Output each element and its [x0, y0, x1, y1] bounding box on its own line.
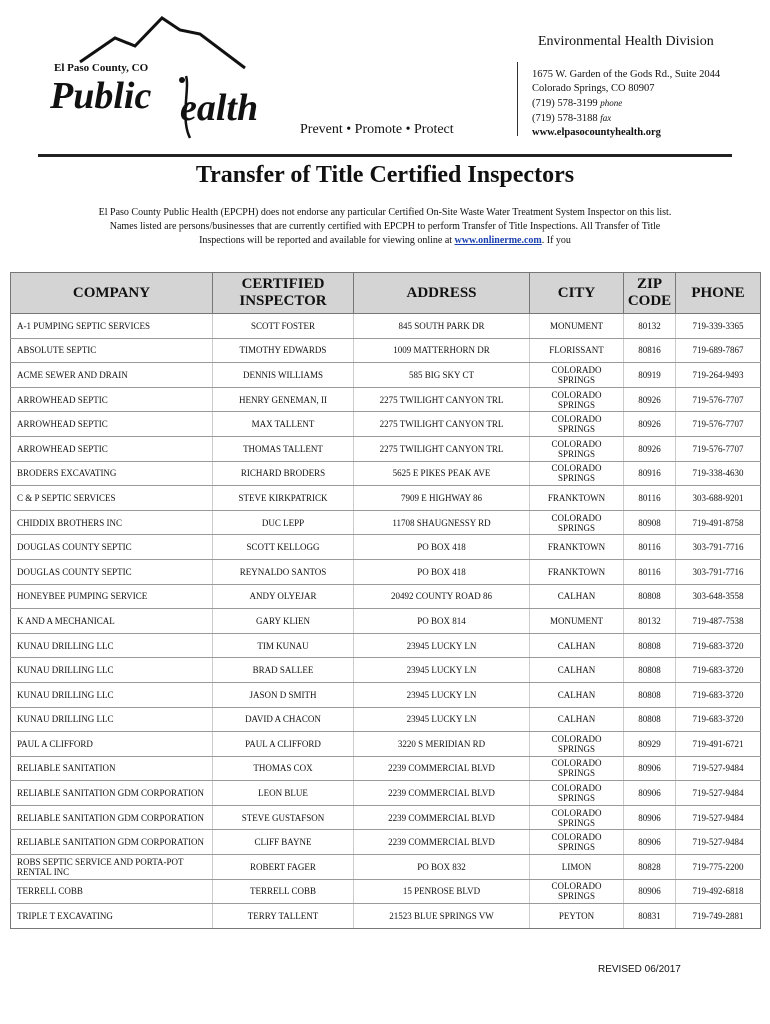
- cell-company: BRODERS EXCAVATING: [11, 461, 213, 486]
- cell-address: PO BOX 814: [354, 609, 530, 634]
- table-row: [11, 830, 761, 855]
- cell-city: COLORADO SPRINGS: [530, 805, 624, 830]
- table-row: [11, 436, 761, 461]
- cell-city: COLORADO SPRINGS: [530, 756, 624, 781]
- table-row: [11, 461, 761, 486]
- table-row: [11, 658, 761, 683]
- cell-zip-code: 80926: [624, 436, 676, 461]
- table-row: [11, 633, 761, 658]
- cell-zip-code: 80906: [624, 805, 676, 830]
- cell-city: FRANKTOWN: [530, 559, 624, 584]
- cell-company: KUNAU DRILLING LLC: [11, 658, 213, 683]
- cell-zip-code: 80808: [624, 707, 676, 732]
- cell-certified-inspector: DUC LEPP: [213, 510, 354, 535]
- page-title: Transfer of Title Certified Inspectors: [195, 162, 575, 188]
- cell-address: 2275 TWILIGHT CANYON TRL: [354, 436, 530, 461]
- cell-city: COLORADO SPRINGS: [530, 387, 624, 412]
- cell-certified-inspector: TERRELL COBB: [213, 879, 354, 904]
- cell-city: COLORADO SPRINGS: [530, 412, 624, 437]
- cell-phone: 303-688-9201: [676, 486, 761, 511]
- column-header-zip-code: ZIP CODE: [624, 273, 676, 314]
- cell-certified-inspector: DAVID A CHACON: [213, 707, 354, 732]
- cell-city: PEYTON: [530, 904, 624, 929]
- cell-company: CHIDDIX BROTHERS INC: [11, 510, 213, 535]
- cell-zip-code: 80808: [624, 584, 676, 609]
- division-name: Environmental Health Division: [538, 34, 714, 49]
- cell-company: DOUGLAS COUNTY SEPTIC: [11, 535, 213, 560]
- table-row: [11, 756, 761, 781]
- cell-certified-inspector: GARY KLIEN: [213, 609, 354, 634]
- cell-address: 15 PENROSE BLVD: [354, 879, 530, 904]
- cell-company: C & P SEPTIC SERVICES: [11, 486, 213, 511]
- cell-zip-code: 80929: [624, 732, 676, 757]
- cell-zip-code: 80808: [624, 682, 676, 707]
- table-row: [11, 805, 761, 830]
- cell-zip-code: 80906: [624, 879, 676, 904]
- table-header-row: [11, 273, 761, 314]
- table-row: [11, 363, 761, 388]
- table-row: [11, 879, 761, 904]
- cell-certified-inspector: SCOTT FOSTER: [213, 314, 354, 339]
- cell-phone: 719-527-9484: [676, 756, 761, 781]
- cell-address: 845 SOUTH PARK DR: [354, 314, 530, 339]
- cell-certified-inspector: STEVE KIRKPATRICK: [213, 486, 354, 511]
- cell-company: DOUGLAS COUNTY SEPTIC: [11, 559, 213, 584]
- cell-zip-code: 80132: [624, 609, 676, 634]
- column-header-address: ADDRESS: [354, 273, 530, 314]
- cell-company: TRIPLE T EXCAVATING: [11, 904, 213, 929]
- cell-company: ACME SEWER AND DRAIN: [11, 363, 213, 388]
- cell-phone: 719-576-7707: [676, 412, 761, 437]
- cell-phone: 719-527-9484: [676, 805, 761, 830]
- cell-address: 585 BIG SKY CT: [354, 363, 530, 388]
- cell-certified-inspector: RICHARD BRODERS: [213, 461, 354, 486]
- cell-certified-inspector: DENNIS WILLIAMS: [213, 363, 354, 388]
- cell-address: 23945 LUCKY LN: [354, 658, 530, 683]
- cell-zip-code: 80116: [624, 559, 676, 584]
- cell-address: 23945 LUCKY LN: [354, 707, 530, 732]
- cell-address: 11708 SHAUGNESSY RD: [354, 510, 530, 535]
- table-row: [11, 904, 761, 929]
- table-row: [11, 584, 761, 609]
- cell-phone: 719-527-9484: [676, 781, 761, 806]
- cell-city: CALHAN: [530, 707, 624, 732]
- inspectors-table: [10, 272, 761, 929]
- cell-company: HONEYBEE PUMPING SERVICE: [11, 584, 213, 609]
- cell-address: 7909 E HIGHWAY 86: [354, 486, 530, 511]
- table-row: [11, 682, 761, 707]
- fax-number: (719) 578-3188: [532, 113, 598, 124]
- county-name: El Paso County, CO: [54, 62, 149, 74]
- address-line2: Colorado Springs, CO 80907: [532, 83, 655, 94]
- table-row: [11, 707, 761, 732]
- cell-address: 23945 LUCKY LN: [354, 633, 530, 658]
- cell-phone: 719-338-4630: [676, 461, 761, 486]
- cell-city: COLORADO SPRINGS: [530, 830, 624, 855]
- intro-text: El Paso County Public Health (EPCPH) does not endorse any particular Certified On-Site Waste Water Treatment System Inspector on this list. Names listed are persons/businesses that are currently certified with EPCPH to perform Transfer of Title Inspections. All Transfer of Title Inspections will be reported and available for viewing online at: [98, 207, 672, 246]
- cell-zip-code: 80906: [624, 781, 676, 806]
- cell-zip-code: 80916: [624, 461, 676, 486]
- cell-zip-code: 80926: [624, 387, 676, 412]
- onlinerme-link[interactable]: www.onlinerme.com: [454, 235, 542, 246]
- column-header-city: CITY: [530, 273, 624, 314]
- phone-number: (719) 578-3199: [532, 98, 598, 109]
- cell-address: 2239 COMMERCIAL BLVD: [354, 830, 530, 855]
- logo-public-text: Public: [50, 75, 152, 117]
- cell-zip-code: 80906: [624, 756, 676, 781]
- cell-city: MONUMENT: [530, 609, 624, 634]
- cell-phone: 719-749-2881: [676, 904, 761, 929]
- table-row: [11, 387, 761, 412]
- cell-phone: 719-527-9484: [676, 830, 761, 855]
- cell-certified-inspector: TIMOTHY EDWARDS: [213, 338, 354, 363]
- cell-city: MONUMENT: [530, 314, 624, 339]
- cell-zip-code: 80116: [624, 486, 676, 511]
- cell-company: PAUL A CLIFFORD: [11, 732, 213, 757]
- cell-city: LIMON: [530, 855, 624, 880]
- cell-phone: 719-576-7707: [676, 387, 761, 412]
- tagline: Prevent • Promote • Protect: [300, 122, 454, 137]
- cell-certified-inspector: HENRY GENEMAN, II: [213, 387, 354, 412]
- header-rule: [38, 154, 732, 157]
- cell-address: 2239 COMMERCIAL BLVD: [354, 756, 530, 781]
- cell-zip-code: 80828: [624, 855, 676, 880]
- table-row: [11, 314, 761, 339]
- cell-address: 21523 BLUE SPRINGS VW: [354, 904, 530, 929]
- cell-city: COLORADO SPRINGS: [530, 732, 624, 757]
- divider: [517, 62, 518, 136]
- logo-health-text: ealth: [180, 87, 259, 129]
- cell-company: ROBS SEPTIC SERVICE AND PORTA-POT RENTAL INC: [11, 855, 213, 880]
- cell-certified-inspector: THOMAS COX: [213, 756, 354, 781]
- cell-company: KUNAU DRILLING LLC: [11, 633, 213, 658]
- fax-line: [532, 111, 720, 126]
- cell-certified-inspector: ROBERT FAGER: [213, 855, 354, 880]
- cell-zip-code: 80816: [624, 338, 676, 363]
- table-body: [11, 314, 761, 929]
- cell-zip-code: 80908: [624, 510, 676, 535]
- column-header-certified-inspector: CERTIFIED INSPECTOR: [213, 273, 354, 314]
- cell-phone: 719-264-9493: [676, 363, 761, 388]
- cell-city: CALHAN: [530, 658, 624, 683]
- cell-phone: 719-491-6721: [676, 732, 761, 757]
- column-header-phone: PHONE: [676, 273, 761, 314]
- cell-company: K AND A MECHANICAL: [11, 609, 213, 634]
- cell-company: KUNAU DRILLING LLC: [11, 682, 213, 707]
- cell-company: ARROWHEAD SEPTIC: [11, 412, 213, 437]
- cell-zip-code: 80132: [624, 314, 676, 339]
- cell-certified-inspector: TERRY TALLENT: [213, 904, 354, 929]
- cell-address: 3220 S MERIDIAN RD: [354, 732, 530, 757]
- cell-phone: 719-492-6818: [676, 879, 761, 904]
- cell-phone: 303-791-7716: [676, 559, 761, 584]
- cell-city: COLORADO SPRINGS: [530, 510, 624, 535]
- cell-city: FRANKTOWN: [530, 535, 624, 560]
- cell-certified-inspector: JASON D SMITH: [213, 682, 354, 707]
- cell-certified-inspector: PAUL A CLIFFORD: [213, 732, 354, 757]
- cell-phone: 303-648-3558: [676, 584, 761, 609]
- cell-certified-inspector: CLIFF BAYNE: [213, 830, 354, 855]
- cell-city: COLORADO SPRINGS: [530, 436, 624, 461]
- phone-line: [532, 96, 720, 111]
- cell-certified-inspector: THOMAS TALLENT: [213, 436, 354, 461]
- cell-company: RELIABLE SANITATION GDM CORPORATION: [11, 830, 213, 855]
- cell-phone: 719-683-3720: [676, 633, 761, 658]
- cell-company: KUNAU DRILLING LLC: [11, 707, 213, 732]
- cell-zip-code: 80116: [624, 535, 676, 560]
- cell-phone: 719-491-8758: [676, 510, 761, 535]
- cell-company: ARROWHEAD SEPTIC: [11, 387, 213, 412]
- address-line1: 1675 W. Garden of the Gods Rd., Suite 2044: [532, 69, 721, 80]
- cell-city: CALHAN: [530, 682, 624, 707]
- cell-address: PO BOX 832: [354, 855, 530, 880]
- cell-city: CALHAN: [530, 633, 624, 658]
- cell-zip-code: 80808: [624, 633, 676, 658]
- fax-label: fax: [600, 113, 612, 123]
- cell-city: COLORADO SPRINGS: [530, 461, 624, 486]
- cell-company: RELIABLE SANITATION GDM CORPORATION: [11, 805, 213, 830]
- cell-phone: 719-683-3720: [676, 682, 761, 707]
- cell-certified-inspector: SCOTT KELLOGG: [213, 535, 354, 560]
- table-row: [11, 609, 761, 634]
- cell-address: 1009 MATTERHORN DR: [354, 338, 530, 363]
- table-row: [11, 412, 761, 437]
- column-header-company: COMPANY: [11, 273, 213, 314]
- cell-company: A-1 PUMPING SEPTIC SERVICES: [11, 314, 213, 339]
- cell-address: 2239 COMMERCIAL BLVD: [354, 805, 530, 830]
- cell-address: 2275 TWILIGHT CANYON TRL: [354, 387, 530, 412]
- cell-address: PO BOX 418: [354, 535, 530, 560]
- cell-address: 2275 TWILIGHT CANYON TRL: [354, 412, 530, 437]
- cell-phone: 719-487-7538: [676, 609, 761, 634]
- cell-address: 5625 E PIKES PEAK AVE: [354, 461, 530, 486]
- phone-label: phone: [600, 98, 623, 108]
- cell-company: ABSOLUTE SEPTIC: [11, 338, 213, 363]
- cell-certified-inspector: LEON BLUE: [213, 781, 354, 806]
- website-link[interactable]: www.elpasocountyhealth.org: [532, 127, 661, 138]
- table-row: [11, 855, 761, 880]
- cell-phone: 303-791-7716: [676, 535, 761, 560]
- cell-company: ARROWHEAD SEPTIC: [11, 436, 213, 461]
- cell-city: FRANKTOWN: [530, 486, 624, 511]
- cell-zip-code: 80808: [624, 658, 676, 683]
- table-row: [11, 338, 761, 363]
- intro-suffix: . If you: [541, 235, 571, 246]
- table-row: [11, 559, 761, 584]
- cell-certified-inspector: STEVE GUSTAFSON: [213, 805, 354, 830]
- cell-city: CALHAN: [530, 584, 624, 609]
- table-row: [11, 732, 761, 757]
- cell-city: COLORADO SPRINGS: [530, 879, 624, 904]
- cell-phone: 719-576-7707: [676, 436, 761, 461]
- intro-paragraph: [96, 206, 674, 248]
- cell-phone: 719-683-3720: [676, 707, 761, 732]
- table-row: [11, 510, 761, 535]
- contact-block: [532, 68, 720, 140]
- cell-company: RELIABLE SANITATION: [11, 756, 213, 781]
- cell-certified-inspector: MAX TALLENT: [213, 412, 354, 437]
- cell-phone: 719-775-2200: [676, 855, 761, 880]
- cell-phone: 719-683-3720: [676, 658, 761, 683]
- table-row: [11, 535, 761, 560]
- cell-certified-inspector: BRAD SALLEE: [213, 658, 354, 683]
- cell-zip-code: 80926: [624, 412, 676, 437]
- cell-city: COLORADO SPRINGS: [530, 781, 624, 806]
- table-row: [11, 486, 761, 511]
- cell-certified-inspector: TIM KUNAU: [213, 633, 354, 658]
- cell-address: PO BOX 418: [354, 559, 530, 584]
- letterhead: [0, 0, 770, 160]
- table-row: [11, 781, 761, 806]
- cell-address: 2239 COMMERCIAL BLVD: [354, 781, 530, 806]
- cell-city: FLORISSANT: [530, 338, 624, 363]
- cell-certified-inspector: ANDY OLYEJAR: [213, 584, 354, 609]
- cell-company: RELIABLE SANITATION GDM CORPORATION: [11, 781, 213, 806]
- cell-phone: 719-339-3365: [676, 314, 761, 339]
- cell-phone: 719-689-7867: [676, 338, 761, 363]
- cell-zip-code: 80831: [624, 904, 676, 929]
- cell-address: 20492 COUNTY ROAD 86: [354, 584, 530, 609]
- revised-date: REVISED 06/2017: [598, 964, 681, 975]
- cell-address: 23945 LUCKY LN: [354, 682, 530, 707]
- cell-zip-code: 80906: [624, 830, 676, 855]
- cell-company: TERRELL COBB: [11, 879, 213, 904]
- cell-zip-code: 80919: [624, 363, 676, 388]
- cell-city: COLORADO SPRINGS: [530, 363, 624, 388]
- cell-certified-inspector: REYNALDO SANTOS: [213, 559, 354, 584]
